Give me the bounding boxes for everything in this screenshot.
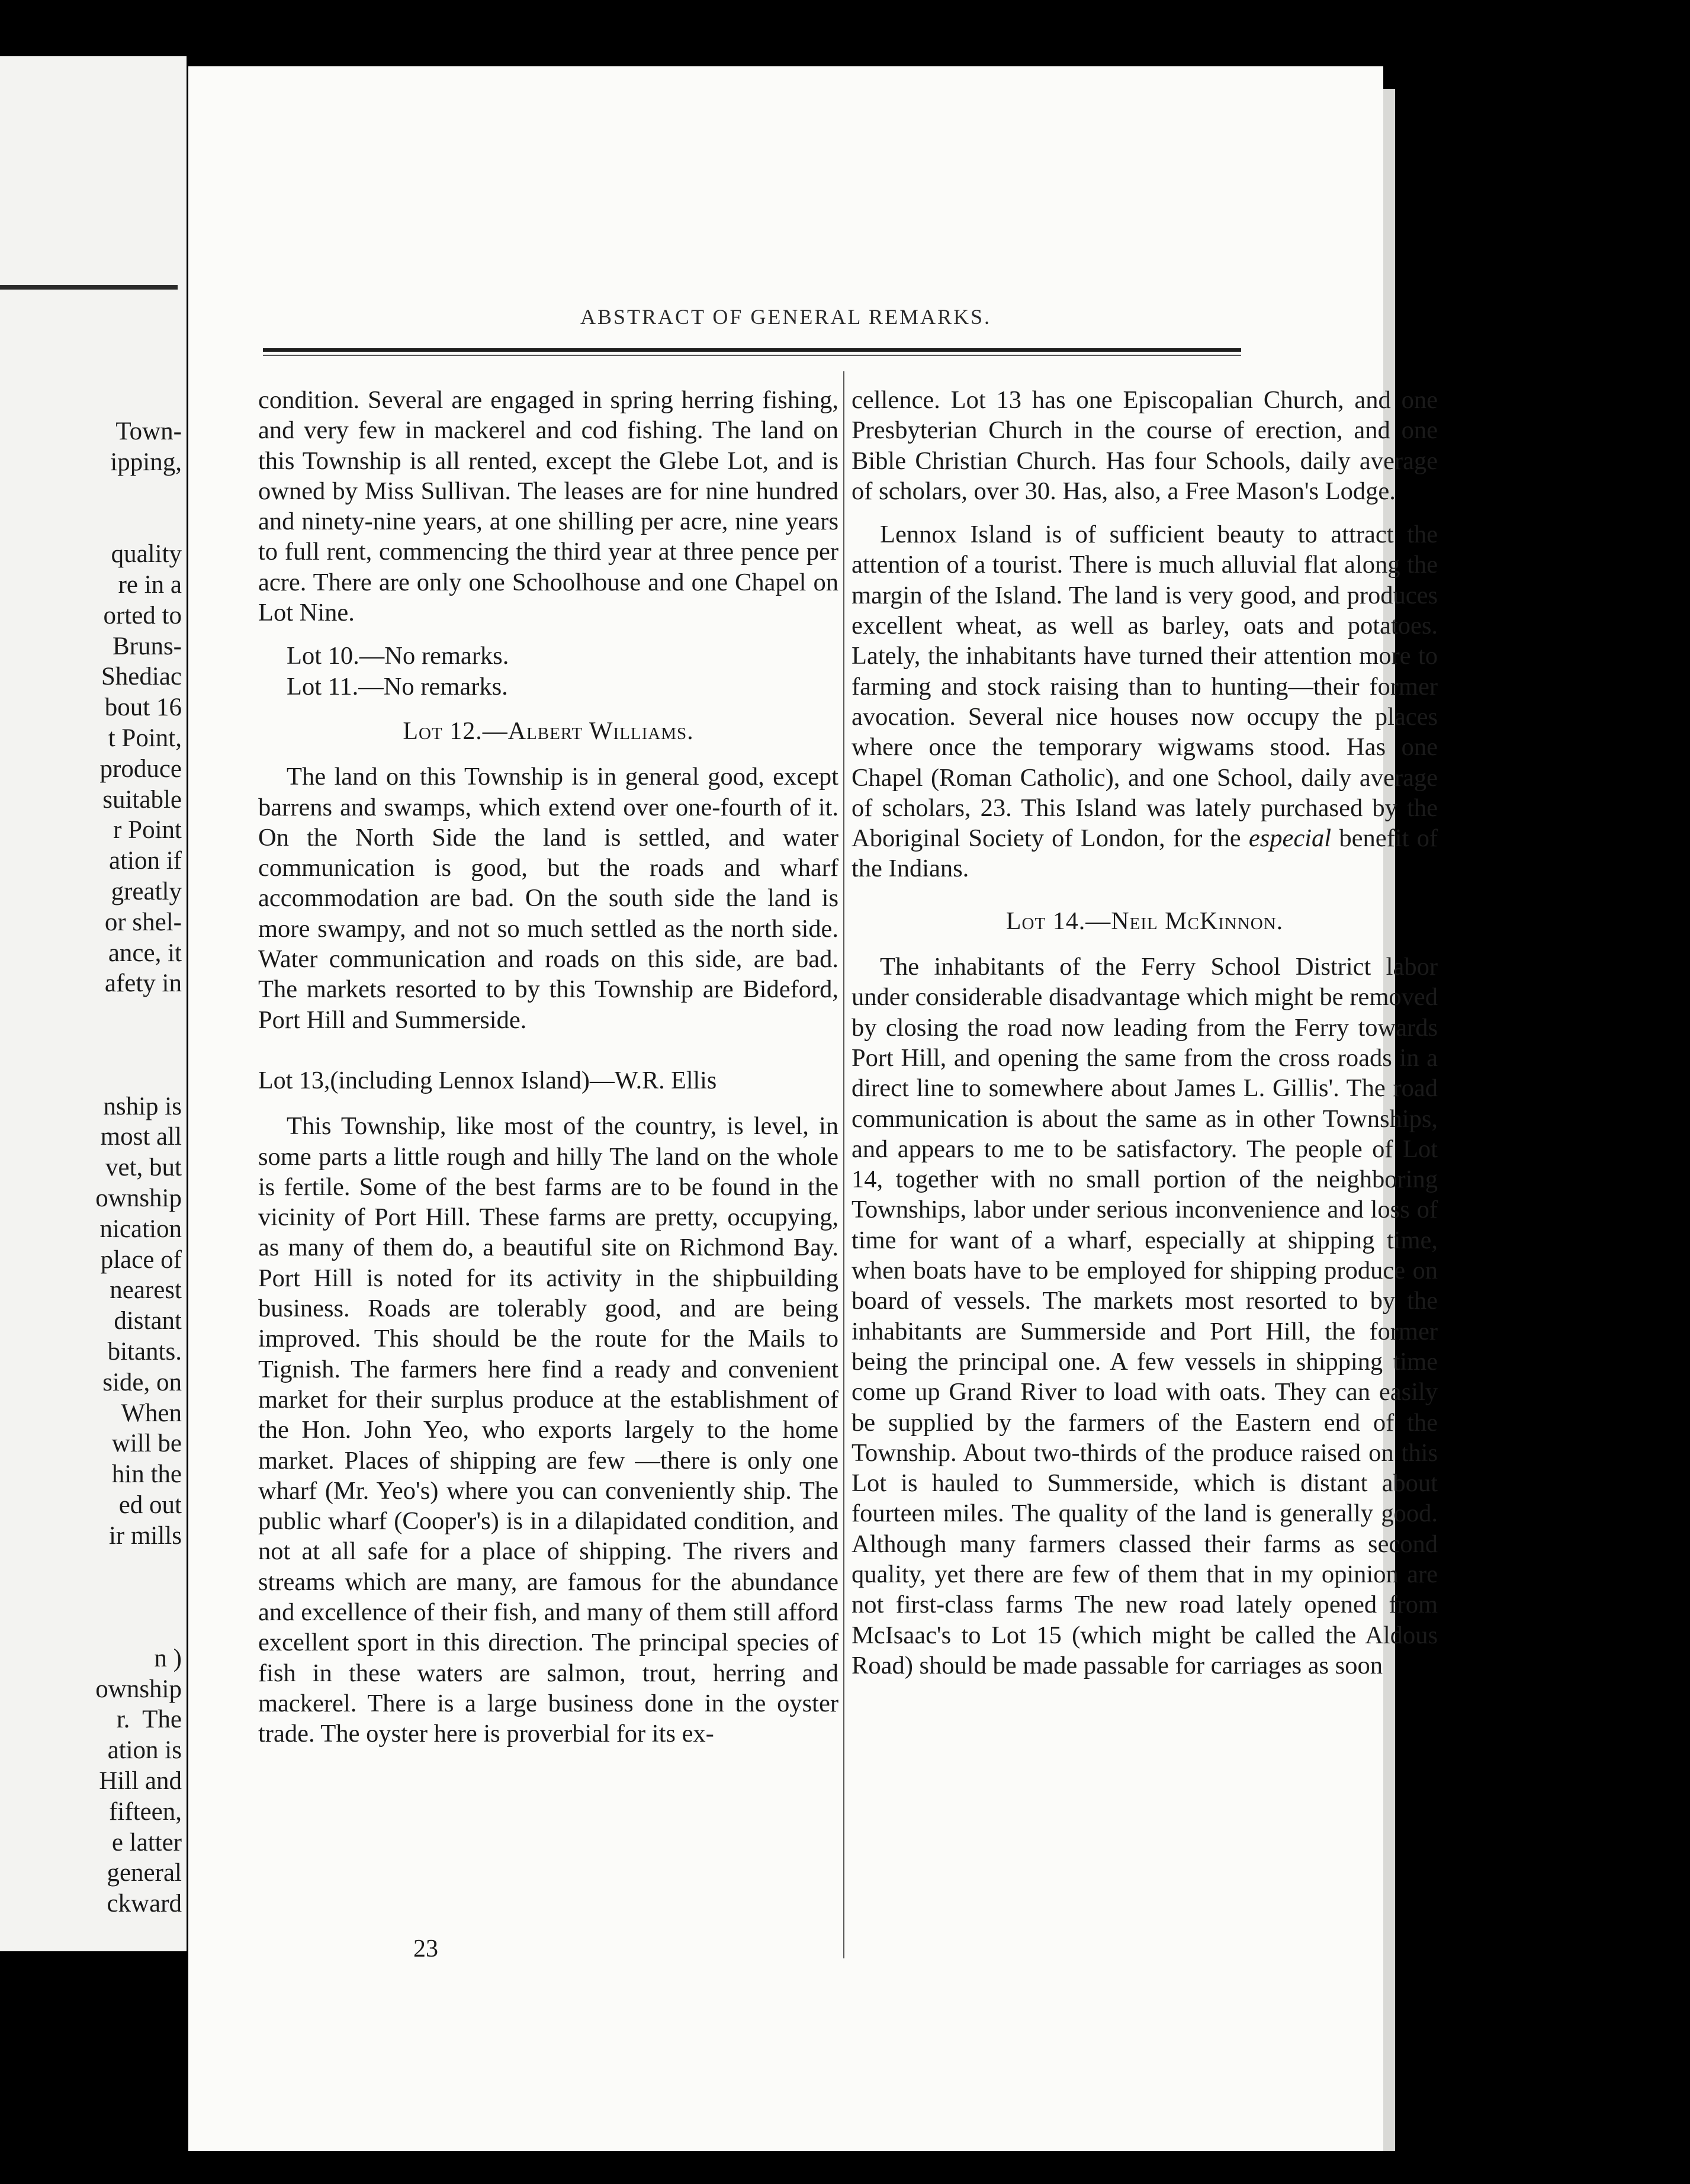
- lot10-remark: Lot 10.—No remarks.: [287, 642, 509, 670]
- adjacent-page-text: Town- ipping, quality re in a orted to Bruns- Shediac bout 16 t Point, produce suitable r Point ation if greatly or shel- ance, it afety in nship is most all vet, but ownship nication place of nearest distant bitants. side, on When will be hin the ed out ir mills n ) ownship r. The ation is Hill and fifteen, e latter general ckward: [95, 417, 182, 1918]
- document-page: [188, 66, 1438, 2151]
- running-head: ABSTRACT OF GENERAL REMARKS.: [580, 305, 992, 329]
- column-divider: [843, 371, 844, 1958]
- right-column: [852, 385, 1438, 1681]
- lennox-italic: especial: [1248, 824, 1332, 853]
- header-rule: [263, 348, 1241, 352]
- lennox-island-paragraph: [852, 519, 1438, 884]
- lot9-continuation: condition. Several are engaged in spring herring fishing, and very few in mackerel and cod fishing. The land on this Township is all rented, except the Glebe Lot, and is owned by Miss Sullivan. The leases are for nine hundred and ninety-nine years, at one shilling per acre, nine years to full rent, commencing the third year at three pence per acre. There are only one Schoolhouse and one Chapel on Lot Nine.: [258, 386, 838, 627]
- lot12-heading: Lot 12.—Albert Williams.: [403, 717, 694, 745]
- left-column: [258, 385, 838, 1749]
- lot11-remark: Lot 11.—No remarks.: [287, 672, 508, 701]
- lot14-heading: Lot 14.—Neil McKinnon.: [1005, 907, 1284, 935]
- lot13-paragraph: This Township, like most of the country, is level, in some parts a little rough and hilly The land on the whole is fertile. Some of the best farms are to be found in the vicinity of Port Hill. These farms are pretty, occupying, as many of them do, a beautiful site on Richmond Bay. Port Hill is noted for its activity in the shipbuilding business. Roads are tolerably good, and are being improved. This should be the route for the Mails to Tignish. The farmers here find a ready and convenient market for their surplus produce at the establishment of the Hon. John Yeo, who exports largely to the home market. Places of shipping are few —there is only one wharf (Mr. Yeo's) where you can conveniently ship. The public wharf (Cooper's) is in a dilapidated condition, and not at all safe for a place of shipping. The rivers and streams which are many, are famous for the abundance and excellence of their fish, and many of them still afford excellent sport in this direction. The principal species of fish in these waters are salmon, trout, herring and mackerel. There is a large business done in the oyster trade. The oyster here is proverbial for its ex-: [258, 1112, 838, 1748]
- page-number: 23: [413, 1935, 438, 1963]
- lot13-heading: Lot 13,(including Lennox Island)—W.R. Ellis: [258, 1067, 717, 1094]
- lot14-paragraph: The inhabitants of the Ferry School District labor under considerable disadvantage which might be removed by closing the road now leading from the Ferry towards Port Hill, and opening the same from the cross roads in a direct line to somewhere about James L. Gillis'. The road communication is about the same as in other Townships, and appears to me to be satisfactory. The people of Lot 14, together with no small portion of the neighboring Townships, labor under serious inconvenience and loss of time for want of a wharf, especially at shipping time, when boats have to be employed for shipping produce on board of vessels. The markets most resorted to by the inhabitants are Summerside and Port Hill, the former being the principal one. A few vessels in shipping time come up Grand River to load with oats. They can easily be supplied by the farmers of the Eastern end of the Township. About two-thirds of the produce raised on this Lot is hauled to Summerside, which is distant about fourteen miles. The quality of the land is generally good. Although many farmers classed their farms as second quality, yet there are few of them that in my opinion are not first-class farms The new road lately opened from McIsaac's to Lot 15 (which might be called the Aldous Road) should be made passable for carriages as soon: [852, 953, 1438, 1679]
- header-rule-thin: [263, 355, 1241, 356]
- adjacent-page-fragment: [0, 56, 187, 1951]
- lot13-continuation: cellence. Lot 13 has one Episcopalian Church, and one Presbyterian Church in the course of erection, and one Bible Christian Church. Has four Schools, daily average of scholars, over 30. Has, also, a Free Mason's Lodge.: [852, 386, 1438, 505]
- lennox-text-b: benefit of the Indians.: [852, 824, 1438, 883]
- lot12-paragraph: The land on this Township is in general good, except barrens and swamps, which extend over one-fourth of it. On the North Side the land is settled, and water communication is good, but the roads and wharf accommodation are bad. On the south side the land is more swampy, and not so much settled as the north side. Water communication and roads on this side, are bad. The markets resorted to by this Township are Bideford, Port Hill and Summerside.: [258, 763, 838, 1034]
- lennox-text-a: Lennox Island is of sufficient beauty to attract the attention of a tourist. There is much alluvial flat along the margin of the Island. The land is very good, and produces excellent wheat, as well as barley, oats and potatoes. Lately, the inhabitants have turned their attention more to farming and stock raising than to hunting—their former avocation. Several nice houses now occupy the places where once the temporary wigwams stood. Has one Chapel (Roman Catholic), and one School, daily average of scholars, 23. This Island was lately purchased by the Aboriginal Society of London, for the: [852, 521, 1438, 853]
- adjacent-page-rule: [0, 285, 178, 290]
